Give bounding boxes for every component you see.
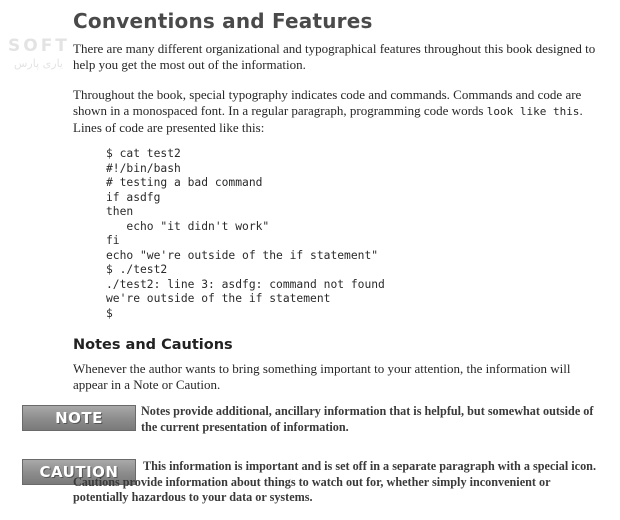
code-line: then	[106, 205, 134, 218]
code-line: echo "we're outside of the if statement"	[106, 248, 379, 262]
section-heading: Conventions and Features	[73, 9, 373, 33]
code-line: # testing a bad command	[106, 176, 263, 189]
code-line: we're outside of the if statement	[106, 292, 331, 305]
code-line: $ cat test2	[106, 147, 181, 160]
typography-text-end: . Lines of code are presented like this:	[73, 103, 583, 135]
code-line: if asdfg	[106, 190, 161, 204]
typography-text-start: Throughout the book, special typography indicates code and commands. Commands and code are shown in a monospaced font. In a regular paragraph, programming code words	[73, 87, 582, 118]
notes-intro-paragraph: Whenever the author wants to bring something important to your attention, the information will appear in a Note or Caution.	[73, 361, 571, 392]
watermark-line-2: یاری پارس	[14, 57, 63, 70]
caution-icon: CAUTION	[22, 459, 136, 485]
notes-heading: Notes and Cautions	[73, 337, 233, 353]
watermark-line-1: SOFT	[8, 36, 70, 56]
note-icon: NOTE	[22, 405, 136, 431]
caution-text: This information is important and is set off in a separate paragraph with a special icon. Cautions provide information about things to watch out for, whether simply inconvenient or potentially hazardous to your data or systems.	[73, 459, 596, 504]
code-block	[106, 147, 385, 321]
note-text: Notes provide additional, ancillary information that is helpful, but somewhat outside of the current presentation of information.	[141, 404, 594, 434]
code-line: #!/bin/bash	[106, 161, 181, 175]
intro-paragraph: There are many different organizational and typographical features throughout this book designed to help you get the most out of the information.	[73, 41, 596, 72]
code-line: fi	[106, 234, 120, 247]
code-line: echo "it didn't work"	[106, 219, 270, 233]
code-line: $ ./test2	[106, 263, 168, 276]
code-line: $	[106, 306, 113, 320]
monospace-example: look like this	[486, 105, 580, 118]
typography-paragraph	[73, 87, 603, 136]
code-line: ./test2: line 3: asdfg: command not found	[106, 277, 385, 291]
